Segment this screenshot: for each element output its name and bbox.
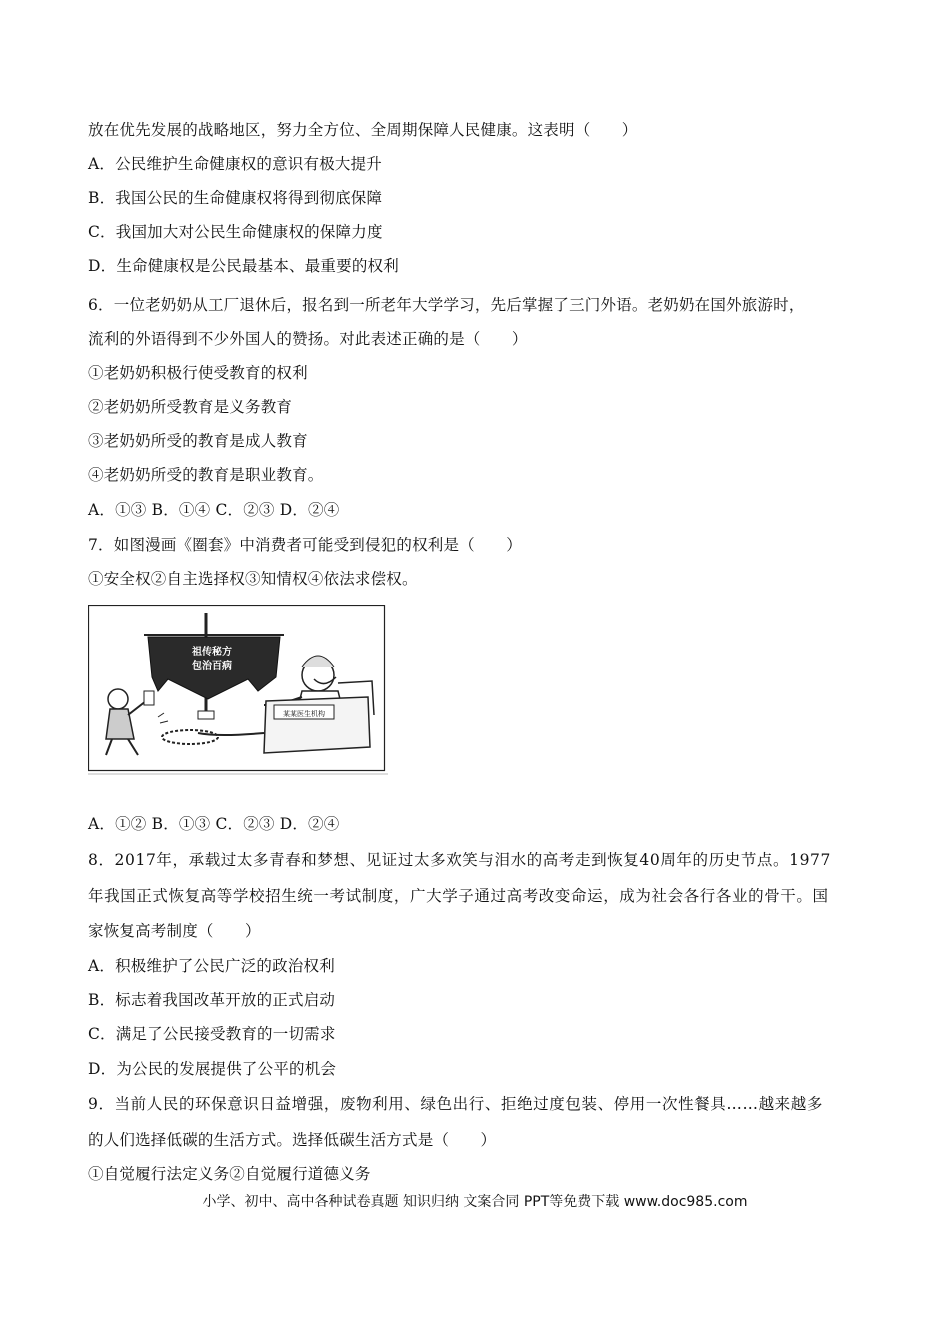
question-8-stem-end: 家恢复高考制度（ ） [88, 922, 261, 940]
option-c: C．满足了公民接受教育的一切需求 [88, 1025, 336, 1043]
option-c: C．我国加大对公民生命健康权的保障力度 [88, 223, 383, 241]
statement-4: ④老奶奶所受的教育是职业教育。 [88, 466, 324, 484]
statement-1: ①老奶奶积极行使受教育的权利 [88, 364, 308, 382]
banner-text-1: 祖传秘方 [192, 647, 232, 658]
statement-2: ②老奶奶所受教育是义务教育 [88, 398, 293, 416]
question-7-stem: 7．如图漫画《圈套》中消费者可能受到侵犯的权利是（ ） [88, 536, 522, 554]
statement-line: ①自觉履行法定义务②自觉履行道德义务 [88, 1165, 371, 1183]
option-b: B．标志着我国改革开放的正式启动 [88, 991, 336, 1009]
option-d: D．为公民的发展提供了公平的机会 [88, 1060, 337, 1078]
option-a: A．积极维护了公民广泛的政治权利 [88, 957, 335, 975]
page-footer: 小学、初中、高中各种试卷真题 知识归纳 文案合同 PPT等免费下载 www.doc985.com [202, 1194, 748, 1210]
question-7-options: A．①② B．①③ C．②③ D．②④ [88, 815, 340, 833]
cartoon-image [88, 605, 388, 775]
question-8-stem-cont: 年我国正式恢复高等学校招生统一考试制度，广大学子通过高考改变命运，成为社会各行各业的骨干。国 [88, 887, 829, 905]
question-9-stem: 9．当前人民的环保意识日益增强，废物利用、绿色出行、拒绝过度包装、停用一次性餐具……越来越多 [88, 1095, 823, 1113]
text-line: 放在优先发展的战略地区，努力全方位、全周期保障人民健康。这表明（ ） [88, 121, 638, 139]
option-b: B．我国公民的生命健康权将得到彻底保障 [88, 189, 383, 207]
option-d: D．生命健康权是公民最基本、最重要的权利 [88, 257, 399, 275]
question-6-options: A．①③ B．①④ C．②③ D．②④ [88, 501, 340, 519]
statement-3: ③老奶奶所受的教育是成人教育 [88, 432, 308, 450]
question-9-stem-cont: 的人们选择低碳的生活方式。选择低碳生活方式是（ ） [88, 1131, 497, 1149]
banner-text-2: 包治百病 [192, 661, 232, 672]
question-8-stem: 8．2017年，承载过太多青春和梦想、见证过太多欢笑与泪水的高考走到恢复40周年的历史节点。1977 [88, 851, 831, 869]
desk-sign-text: 某某医生机构 [283, 710, 325, 718]
question-6-stem: 6．一位老奶奶从工厂退休后，报名到一所老年大学学习，先后掌握了三门外语。老奶奶在国外旅游时， [88, 296, 805, 314]
option-a: A．公民维护生命健康权的意识有极大提升 [88, 155, 382, 173]
question-6-stem-cont: 流利的外语得到不少外国人的赞扬。对此表述正确的是（ ） [88, 330, 528, 348]
question-7-statements: ①安全权②自主选择权③知情权④依法求偿权。 [88, 570, 418, 588]
